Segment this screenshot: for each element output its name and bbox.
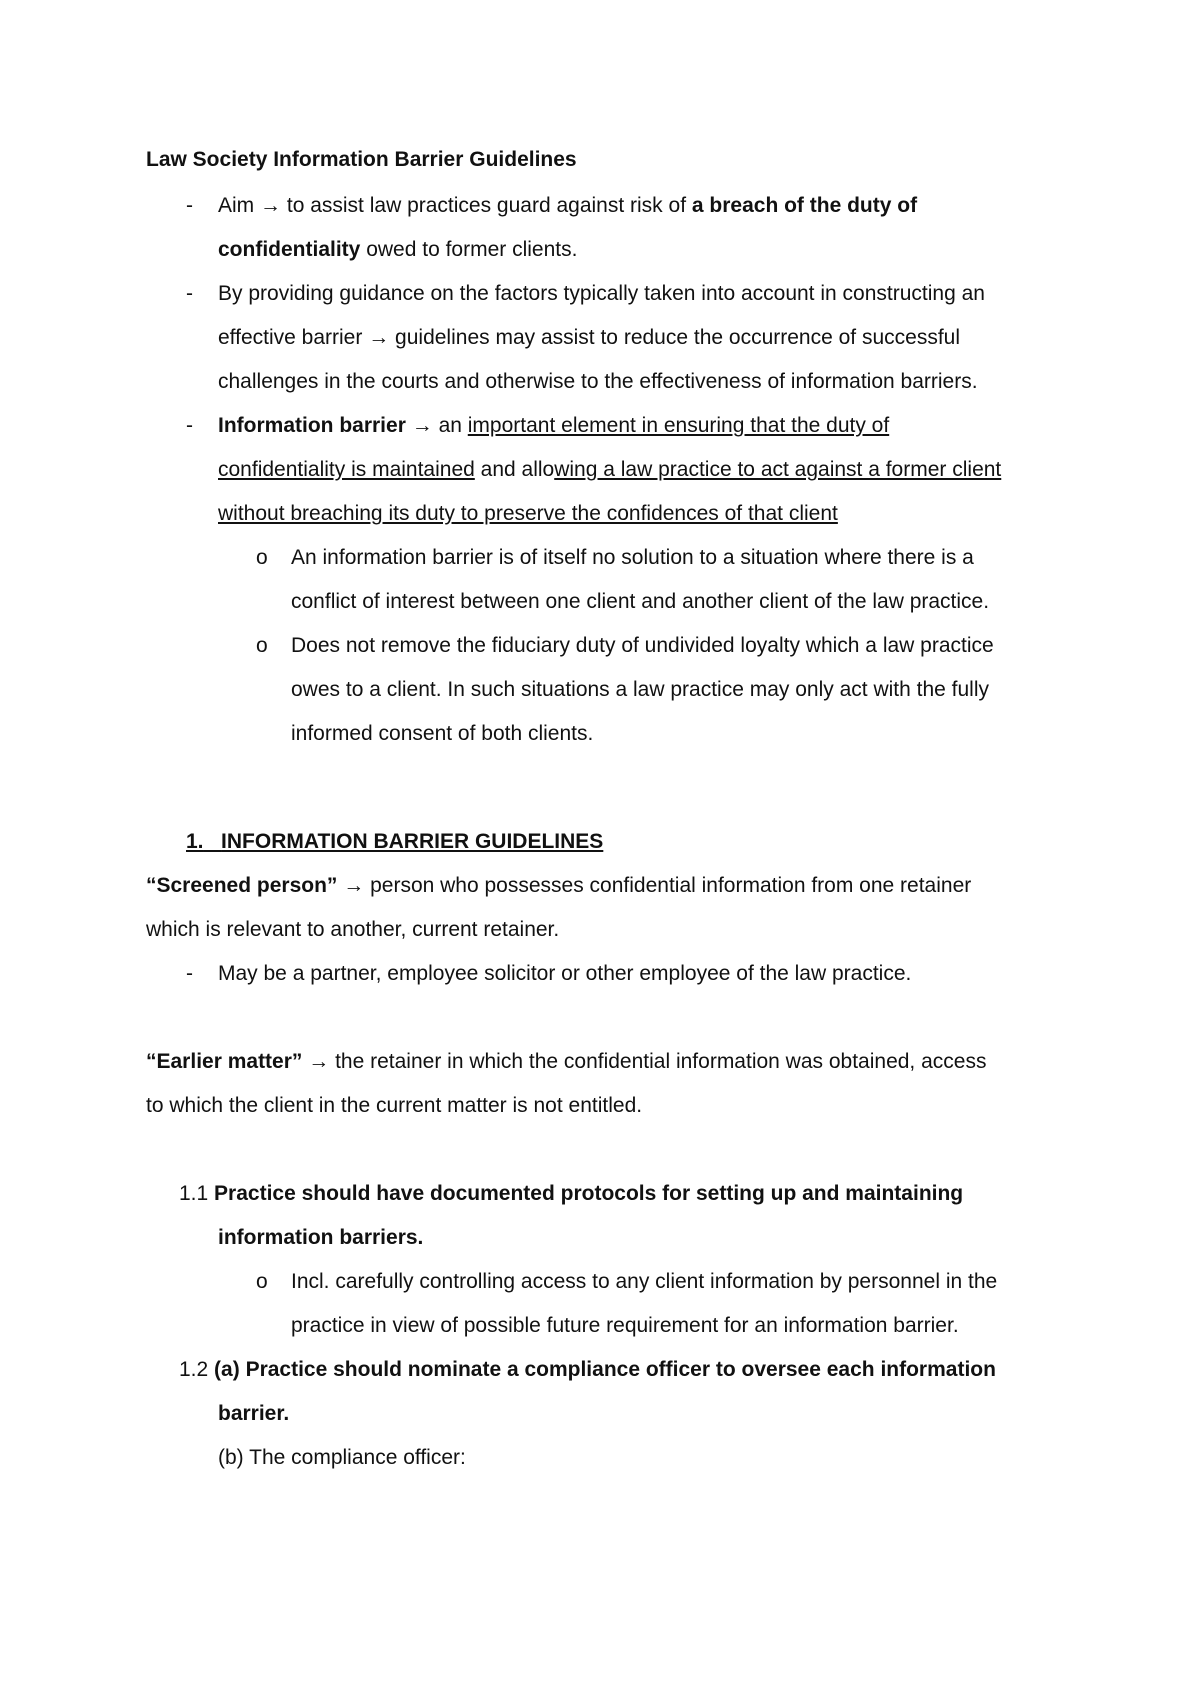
p11-sub-line-2: practice in view of possible future requirement for an information barrier. <box>291 1314 959 1337</box>
screened-line-2: which is relevant to another, current retainer. <box>146 918 560 941</box>
dash-marker: - <box>186 282 193 305</box>
barrier-line-3: without breaching its duty to preserve the confidences of that client <box>218 502 838 525</box>
sub1-line-2: conflict of interest between one client and another client of the law practice. <box>291 590 990 613</box>
p11-line-2: information barriers. <box>218 1226 424 1249</box>
p12-line-1: 1.2 (a) Practice should nominate a compliance officer to oversee each information <box>179 1358 996 1381</box>
p12-line-2: barrier. <box>218 1402 290 1425</box>
sub1-line-1: An information barrier is of itself no solution to a situation where there is a <box>291 546 974 569</box>
dash-marker: - <box>186 414 193 437</box>
sub2-line-3: informed consent of both clients. <box>291 722 594 745</box>
arrow-icon: → <box>368 326 390 349</box>
p12-line-3: (b) The compliance officer: <box>218 1446 466 1469</box>
arrow-icon: → <box>308 1050 330 1073</box>
sub2-line-1: Does not remove the fiduciary duty of undivided loyalty which a law practice <box>291 634 994 657</box>
dash-marker: - <box>186 194 193 217</box>
guidance-line-3: challenges in the courts and otherwise to the effectiveness of information barriers. <box>218 370 978 393</box>
screened-bullet: May be a partner, employee solicitor or other employee of the law practice. <box>218 962 912 985</box>
circle-marker: o <box>256 634 268 657</box>
arrow-icon: → <box>343 874 365 897</box>
arrow-icon: → <box>260 194 282 217</box>
section-heading: 1. INFORMATION BARRIER GUIDELINES <box>186 830 604 853</box>
earlier-line-2: to which the client in the current matter is not entitled. <box>146 1094 643 1117</box>
sub2-line-2: owes to a client. In such situations a law practice may only act with the fully <box>291 678 989 701</box>
p11-line-1: 1.1 Practice should have documented protocols for setting up and maintaining <box>179 1182 964 1205</box>
circle-marker: o <box>256 546 268 569</box>
barrier-line-1: Information barrier → an important element in ensuring that the duty of <box>218 414 890 437</box>
earlier-line-1: “Earlier matter” → the retainer in which the confidential information was obtained, access <box>146 1050 987 1073</box>
arrow-icon: → <box>411 414 433 437</box>
document-title: Law Society Information Barrier Guidelines <box>146 148 577 171</box>
p11-sub-line-1: Incl. carefully controlling access to any client information by personnel in the <box>291 1270 998 1293</box>
dash-marker: - <box>186 962 193 985</box>
aim-line-2: confidentiality owed to former clients. <box>218 238 578 261</box>
screened-line-1: “Screened person” → person who possesses confidential information from one retainer <box>146 874 972 897</box>
guidance-line-2: effective barrier → guidelines may assist to reduce the occurrence of successful <box>218 326 960 349</box>
aim-line-1: Aim → to assist law practices guard against risk of a breach of the duty of <box>218 194 918 217</box>
barrier-line-2: confidentiality is maintained and allowing a law practice to act against a former client <box>218 458 1002 481</box>
circle-marker: o <box>256 1270 268 1293</box>
guidance-line-1: By providing guidance on the factors typically taken into account in constructing an <box>218 282 985 305</box>
